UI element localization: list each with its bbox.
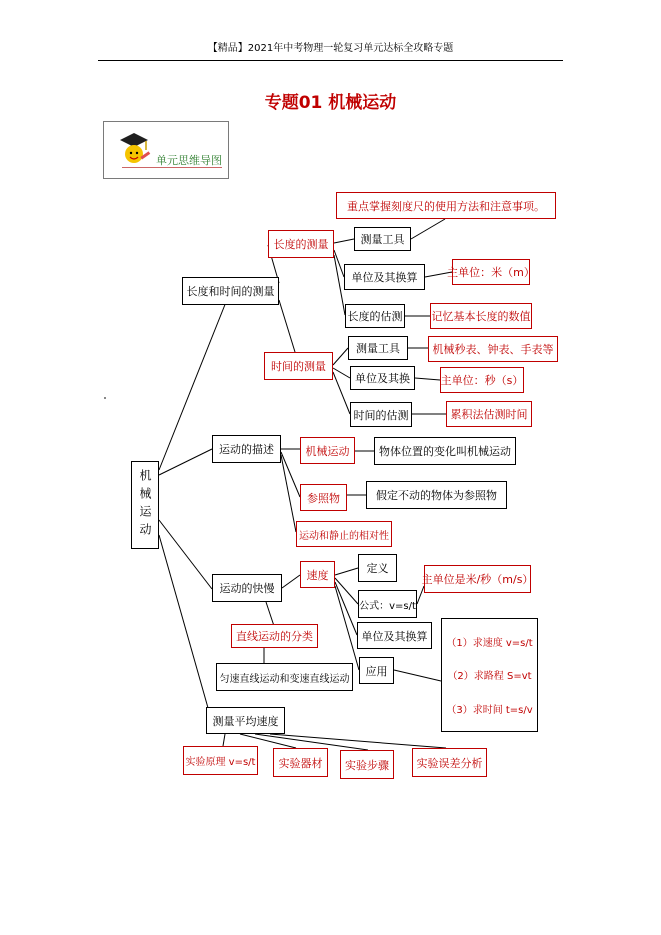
- application-item-distance: （2）求路程 S=vt: [447, 671, 532, 683]
- node-length-time: 长度和时间的测量: [182, 277, 279, 305]
- node-length-tool: 测量工具: [354, 227, 411, 251]
- node-time-unit-main: 主单位：秒（s）: [440, 367, 524, 393]
- node-relativity: 运动和静止的相对性: [296, 521, 392, 547]
- node-length-measure: 长度的测量: [268, 230, 334, 258]
- node-experiment-principle: 实验原理 v=s/t: [183, 746, 258, 775]
- node-experiment-equipment: 实验器材: [273, 748, 328, 777]
- node-speed-unit-main: 主单位是米/秒（m/s）: [424, 565, 531, 593]
- node-time-unit: 单位及其换: [350, 366, 415, 390]
- node-time-tool-note: 机械秒表、钟表、手表等: [428, 336, 558, 362]
- node-speed-unit: 单位及其换算: [357, 622, 432, 649]
- node-application-list: [441, 618, 538, 732]
- node-time-measure: 时间的测量: [264, 352, 333, 380]
- node-reference: 参照物: [300, 484, 347, 511]
- root-node: [131, 461, 159, 549]
- node-length-estimate-note: 记忆基本长度的数值: [430, 303, 532, 329]
- node-motion-description: 运动的描述: [212, 435, 281, 463]
- node-linear-motion-class: 直线运动的分类: [231, 624, 318, 648]
- node-experiment-steps: 实验步骤: [340, 750, 394, 779]
- logo-label: 单元思维导图: [156, 154, 222, 167]
- node-average-speed: 测量平均速度: [206, 707, 285, 734]
- node-formula: 公式：v=s/t: [358, 590, 417, 618]
- node-time-tool: 测量工具: [348, 336, 408, 360]
- node-experiment-error: 实验误差分析: [412, 748, 487, 777]
- node-motion-speed: 运动的快慢: [212, 574, 282, 602]
- page-title: 专题01 机械运动: [264, 93, 397, 113]
- node-time-estimate: 时间的估测: [350, 402, 412, 427]
- node-length-note: 重点掌握刻度尺的使用方法和注意事项。: [336, 192, 556, 219]
- node-length-estimate: 长度的估测: [345, 304, 405, 328]
- node-reference-def: 假定不动的物体为参照物: [366, 481, 507, 509]
- node-mechanical-motion-def: 物体位置的变化叫机械运动: [374, 437, 516, 465]
- node-length-unit: 单位及其换算: [344, 264, 425, 290]
- node-time-estimate-note: 累积法估测时间: [446, 401, 532, 427]
- node-definition: 定义: [358, 554, 397, 582]
- node-speed: 速度: [300, 561, 335, 588]
- node-mechanical-motion: 机械运动: [300, 437, 355, 464]
- node-linear-motion-types: 匀速直线运动和变速直线运动: [216, 663, 353, 691]
- node-length-unit-main: 主单位：米（m）: [452, 259, 530, 285]
- application-item-time: （3）求时间 t=s/v: [446, 704, 533, 716]
- node-application: 应用: [359, 657, 394, 684]
- page-header: 【精品】2021年中考物理一轮复习单元达标全攻略专题: [207, 43, 454, 54]
- root-label: 机械运动: [138, 469, 152, 541]
- application-item-velocity: （1）求速度 v=s/t: [446, 638, 533, 650]
